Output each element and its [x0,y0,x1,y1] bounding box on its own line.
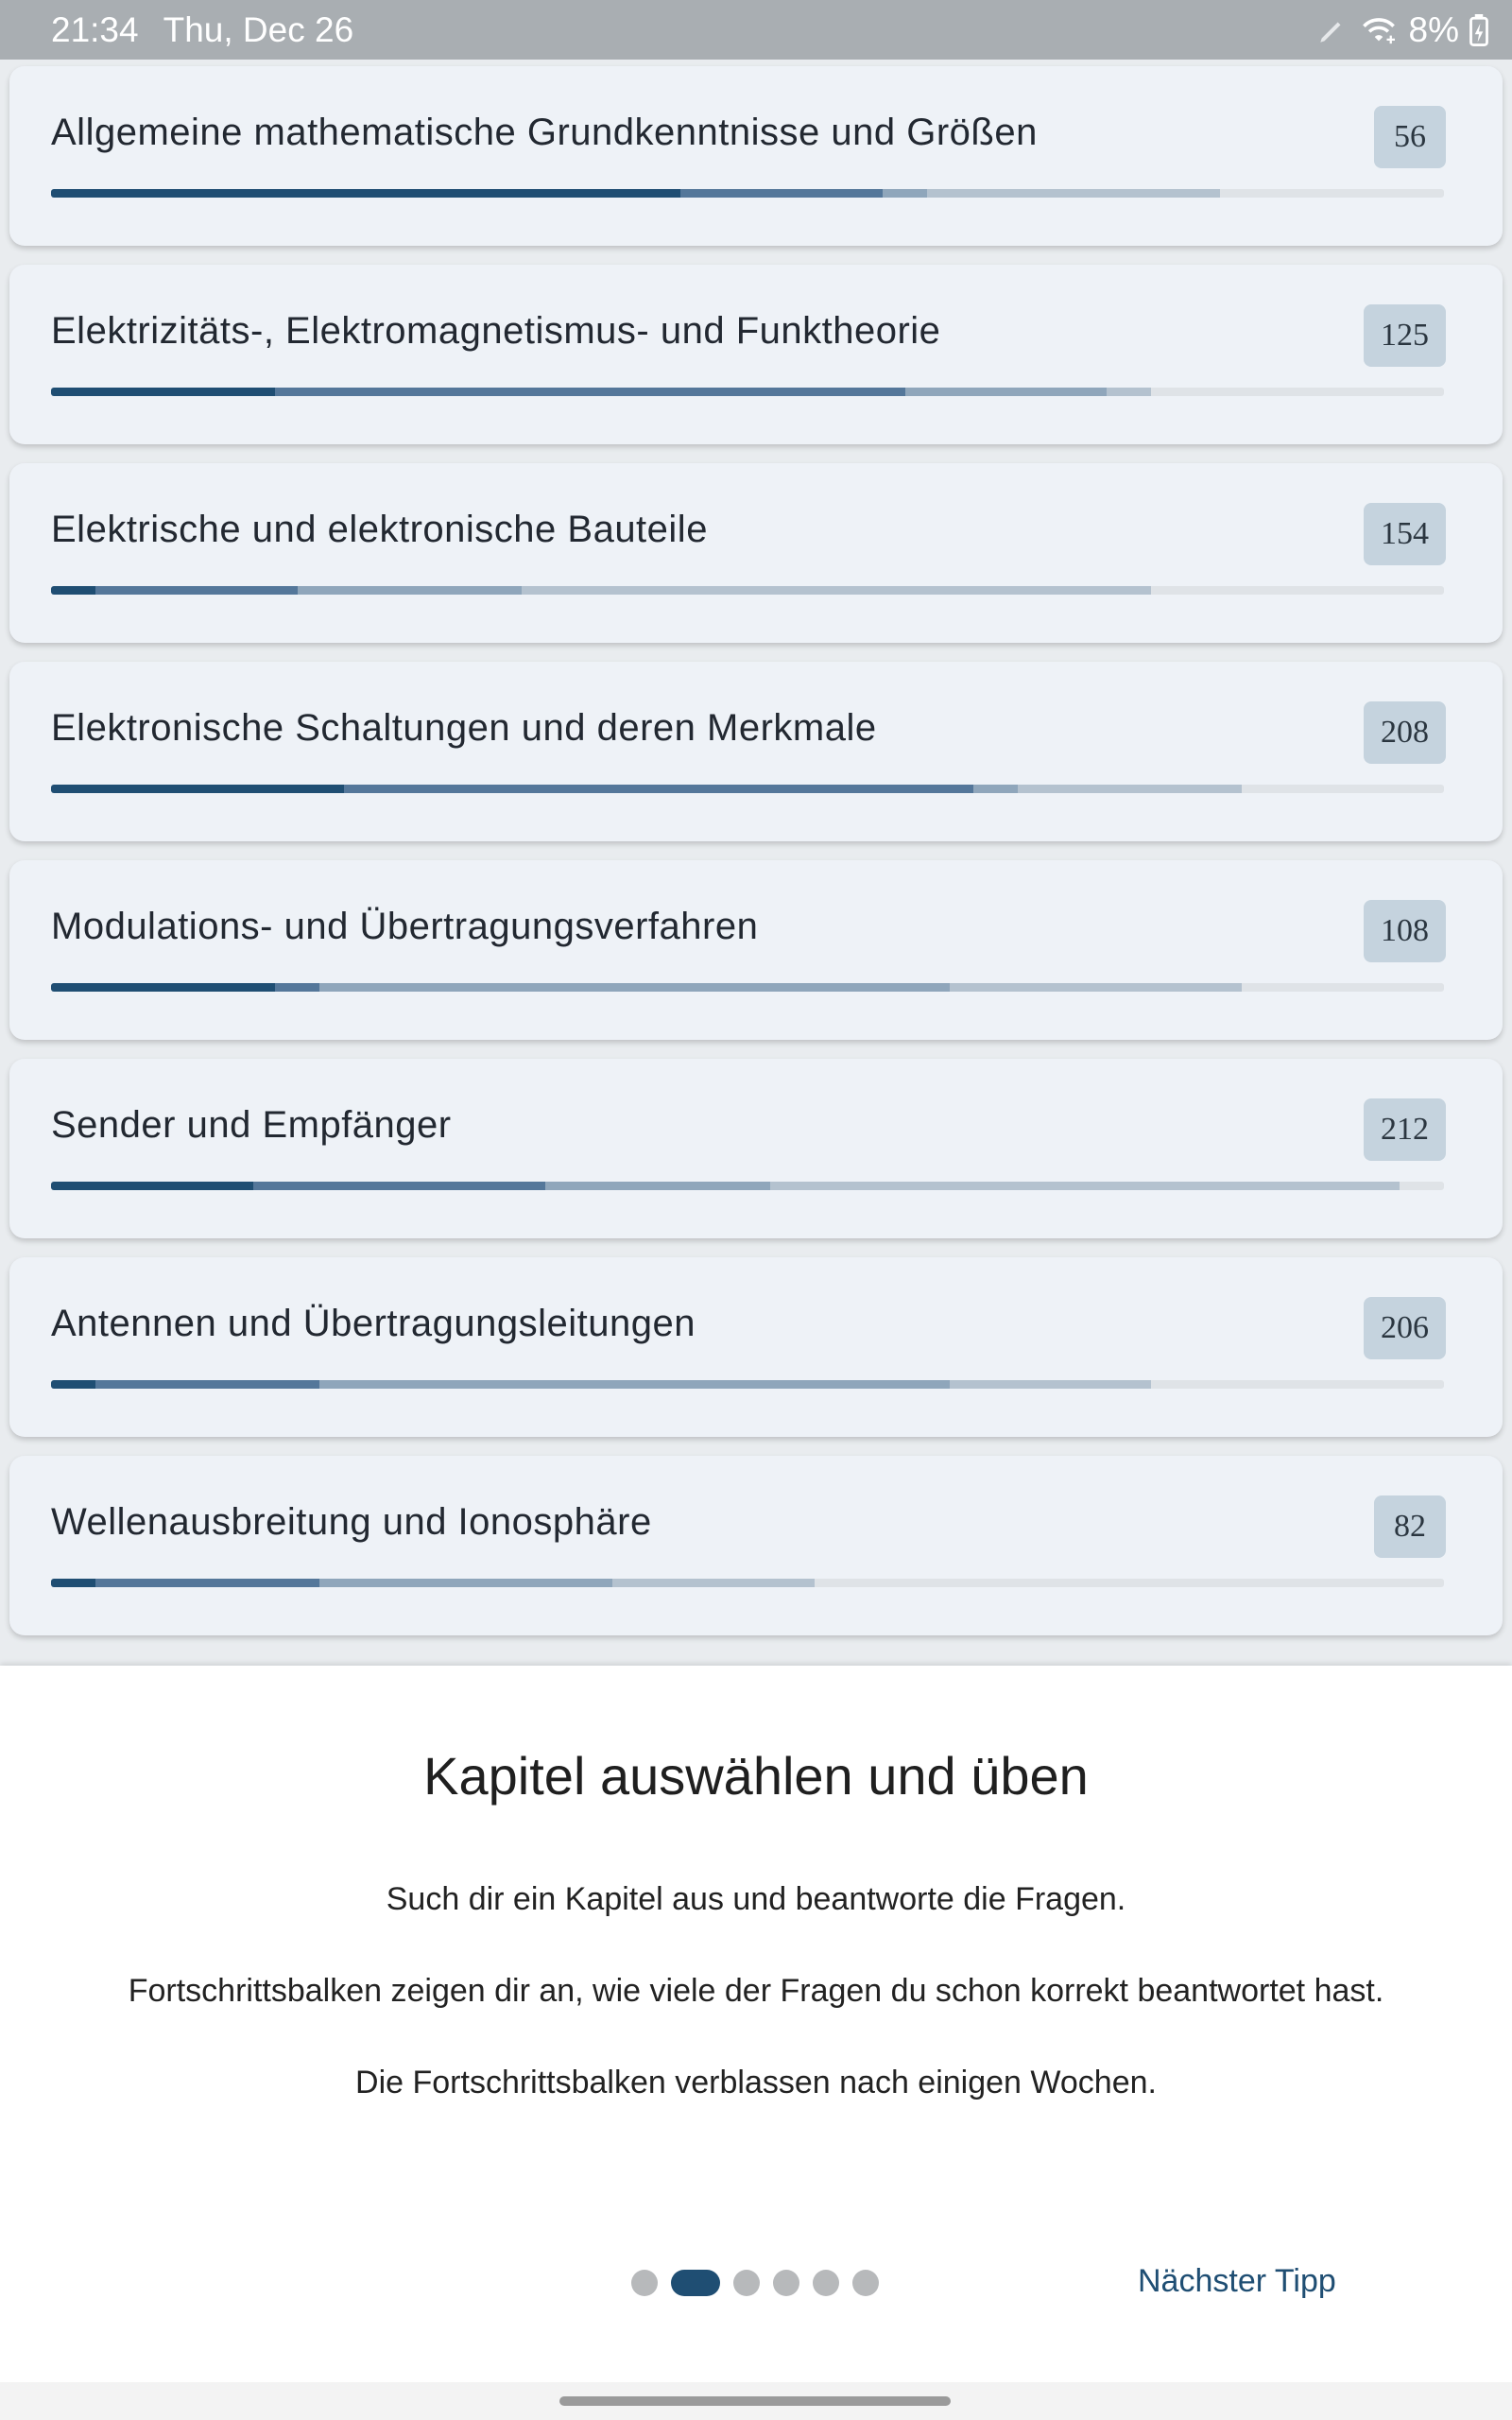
sheet-text-line-3: Die Fortschrittsbalken verblassen nach einigen Wochen. [355,2065,1157,2100]
page-dot[interactable] [733,2270,760,2296]
progress-segment-2 [275,388,904,396]
page-dot[interactable] [631,2270,658,2296]
progress-segment-1 [51,1380,95,1389]
sheet-title: Kapitel auswählen und üben [423,1746,1089,1806]
chapter-progress-bar [51,983,1444,992]
question-count-badge: 208 [1364,701,1446,764]
progress-segment-4 [522,586,1151,595]
progress-segment-1 [51,1182,253,1190]
progress-segment-2 [95,586,298,595]
status-bar [0,0,1512,60]
question-count-badge: 82 [1374,1495,1446,1558]
progress-segment-4 [950,1380,1152,1389]
chapter-progress-bar [51,388,1444,396]
progress-segment-3 [319,1380,949,1389]
progress-segment-2 [95,1380,319,1389]
status-time: 21:34 [51,9,139,49]
battery-percentage: 8% [1408,9,1459,49]
battery-charging-icon [1469,14,1489,46]
question-count-badge: 154 [1364,503,1446,565]
progress-segment-3 [298,586,522,595]
chapter-card[interactable] [9,860,1503,1040]
progress-segment-4 [770,1182,1400,1190]
question-count-badge: 108 [1364,900,1446,962]
page-dot[interactable] [813,2270,839,2296]
chapter-card[interactable] [9,1257,1503,1437]
progress-segment-1 [51,189,680,198]
status-date: Thu, Dec 26 [163,9,354,49]
progress-segment-2 [253,1182,546,1190]
home-gesture-handle[interactable] [559,2396,951,2406]
pen-icon [1316,14,1349,46]
progress-segment-2 [344,785,973,793]
wifi-icon [1358,14,1400,46]
chapter-title: Wellenausbreitung und Ionosphäre [51,1501,652,1543]
chapter-progress-bar [51,189,1444,198]
chapter-card[interactable] [9,265,1503,444]
progress-segment-4 [1018,785,1242,793]
chapter-title: Elektronische Schaltungen und deren Merkmale [51,707,877,749]
status-left [51,10,353,50]
progress-segment-3 [883,189,927,198]
progress-segment-3 [319,1579,612,1587]
page-dot[interactable] [671,2270,720,2296]
question-count-badge: 56 [1374,106,1446,168]
question-count-badge: 212 [1364,1098,1446,1161]
question-count-badge: 125 [1364,304,1446,367]
chapter-title: Antennen und Übertragungsleitungen [51,1303,696,1344]
page-dot[interactable] [852,2270,879,2296]
progress-segment-4 [927,189,1220,198]
chapter-card[interactable] [9,662,1503,841]
chapter-card[interactable] [9,66,1503,246]
chapter-progress-bar [51,1579,1444,1587]
chapter-title: Allgemeine mathematische Grundkenntnisse und Größen [51,112,1038,153]
sheet-text-line-2: Fortschrittsbalken zeigen dir an, wie viele der Fragen du schon korrekt beantwortet hast. [128,1973,1384,2009]
progress-segment-4 [950,983,1243,992]
chapter-progress-bar [51,586,1444,595]
chapter-card[interactable] [9,1059,1503,1238]
next-tip-button[interactable]: Nächster Tipp [1138,2263,1336,2299]
chapter-title: Sender und Empfänger [51,1104,452,1146]
progress-segment-1 [51,388,275,396]
status-right [1316,10,1489,50]
progress-segment-1 [51,1579,95,1587]
progress-segment-1 [51,785,344,793]
chapter-list [9,66,1503,1654]
progress-segment-3 [319,983,949,992]
chapter-progress-bar [51,1182,1444,1190]
progress-segment-3 [545,1182,769,1190]
chapter-title: Modulations- und Übertragungsverfahren [51,906,759,947]
question-count-badge: 206 [1364,1297,1446,1359]
chapter-progress-bar [51,785,1444,793]
chapter-card[interactable] [9,1456,1503,1635]
progress-segment-1 [51,983,275,992]
chapter-card[interactable] [9,463,1503,643]
progress-segment-4 [1107,388,1151,396]
chapter-title: Elektrische und elektronische Bauteile [51,509,708,550]
sheet-text-line-1: Such dir ein Kapitel aus und beantworte die Fragen. [386,1881,1126,1917]
progress-segment-3 [905,388,1108,396]
page-indicator [631,2270,879,2296]
page-dot[interactable] [773,2270,799,2296]
progress-segment-1 [51,586,95,595]
progress-segment-3 [973,785,1018,793]
chapter-title: Elektrizitäts-, Elektromagnetismus- und Funktheorie [51,310,941,352]
progress-segment-2 [680,189,883,198]
progress-segment-4 [612,1579,815,1587]
progress-segment-2 [95,1579,319,1587]
progress-segment-2 [275,983,319,992]
chapter-progress-bar [51,1380,1444,1389]
